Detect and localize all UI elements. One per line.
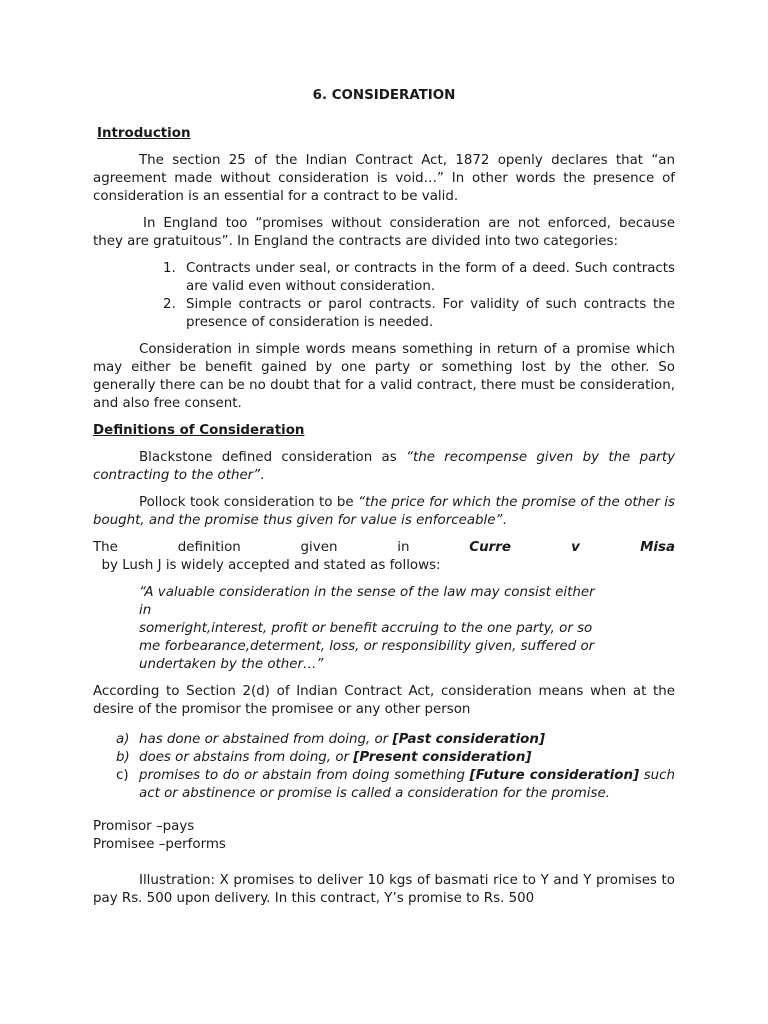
list-letter: c)	[116, 768, 129, 783]
list-number: 2.	[163, 297, 176, 312]
section-heading-introduction: Introduction	[97, 126, 191, 141]
promisor-line: Promisor –pays	[93, 819, 195, 834]
consideration-label: [Future consideration]	[469, 768, 640, 783]
consideration-types-list	[93, 731, 675, 803]
paragraph-simple-words: Consideration in simple words means something in return of a promise which may either be benefit gained by one party or something lost by the other. So generally there can be no doubt that for a valid contract, there must be consideration, and also free consent.	[93, 342, 675, 411]
list-item-tail: such act or abstinence or promise is called a consideration for the promise.	[139, 768, 676, 801]
paragraph-pollock	[93, 494, 675, 530]
curre-prefix: The definition given in	[93, 540, 470, 555]
section-heading-definitions: Definitions of Consideration	[93, 423, 305, 438]
pollock-suffix: .	[502, 513, 507, 528]
lush-quote-block	[139, 584, 629, 674]
list-item-text: does or abstains from doing, or	[139, 750, 354, 765]
paragraph-section-2d: According to Section 2(d) of Indian Contract Act, consideration means when at the desire of the promisor the promisee or any other person	[93, 684, 675, 717]
paragraph-curre-v-misa	[93, 539, 675, 575]
quote-line: “A valuable consideration in the sense of the law may consist either	[139, 585, 595, 600]
paragraph-illustration: Illustration: X promises to deliver 10 kgs of basmati rice to Y and Y promises to pay Rs. 500 upon delivery. In this contract, Y’s promise to Rs. 500	[93, 873, 675, 906]
curre-suffix: by Lush J is widely accepted and stated as follows:	[93, 558, 441, 573]
consideration-label: [Past consideration]	[392, 732, 546, 747]
list-item	[93, 296, 675, 332]
list-item	[93, 749, 675, 767]
blackstone-prefix: Blackstone defined consideration as	[139, 450, 407, 465]
quote-line: undertaken by the other…”	[139, 657, 324, 672]
list-item	[93, 260, 675, 296]
blackstone-quote: “the recompense given by the party contracting to the other”	[93, 450, 675, 483]
paragraph-section-25: The section 25 of the Indian Contract Act, 1872 openly declares that “an agreement made without consideration is void…” In other words the presence of consideration is an essential for a contract to be valid.	[93, 153, 675, 204]
list-letter: a)	[116, 732, 130, 747]
list-item-text: has done or abstained from doing, or	[139, 732, 393, 747]
list-letter: b)	[116, 750, 130, 765]
promisee-line: Promisee –performs	[93, 837, 226, 852]
quote-line: in	[139, 603, 152, 618]
list-item	[93, 731, 675, 749]
blackstone-suffix: .	[260, 468, 265, 483]
list-item-text: Simple contracts or parol contracts. For validity of such contracts the presence of consideration is needed.	[186, 297, 675, 330]
list-item	[93, 767, 675, 803]
list-item-text: Contracts under seal, or contracts in the form of a deed. Such contracts are valid even without consideration.	[186, 261, 675, 294]
paragraph-blackstone	[93, 449, 675, 485]
list-number: 1.	[163, 261, 176, 276]
quote-line: me forbearance,determent, loss, or responsibility given, suffered or	[139, 639, 595, 654]
contract-categories-list	[93, 260, 675, 332]
paragraph-england: In England too “promises without consideration are not enforced, because they are gratuitous”. In England the contracts are divided into two categories:	[93, 216, 675, 249]
pollock-quote: “the price for which the promise of the other is bought, and the promise thus given for value is enforceable”	[93, 495, 676, 528]
page-title: 6. CONSIDERATION	[312, 88, 456, 103]
consideration-label: [Present consideration]	[353, 750, 532, 765]
pollock-prefix: Pollock took consideration to be	[139, 495, 359, 510]
list-item-text: promises to do or abstain from doing something	[139, 768, 470, 783]
quote-line: someright,interest, profit or benefit accruing to the one party, or so	[139, 621, 593, 636]
document-body	[93, 125, 675, 917]
case-name: Curre v Misa	[469, 540, 675, 555]
